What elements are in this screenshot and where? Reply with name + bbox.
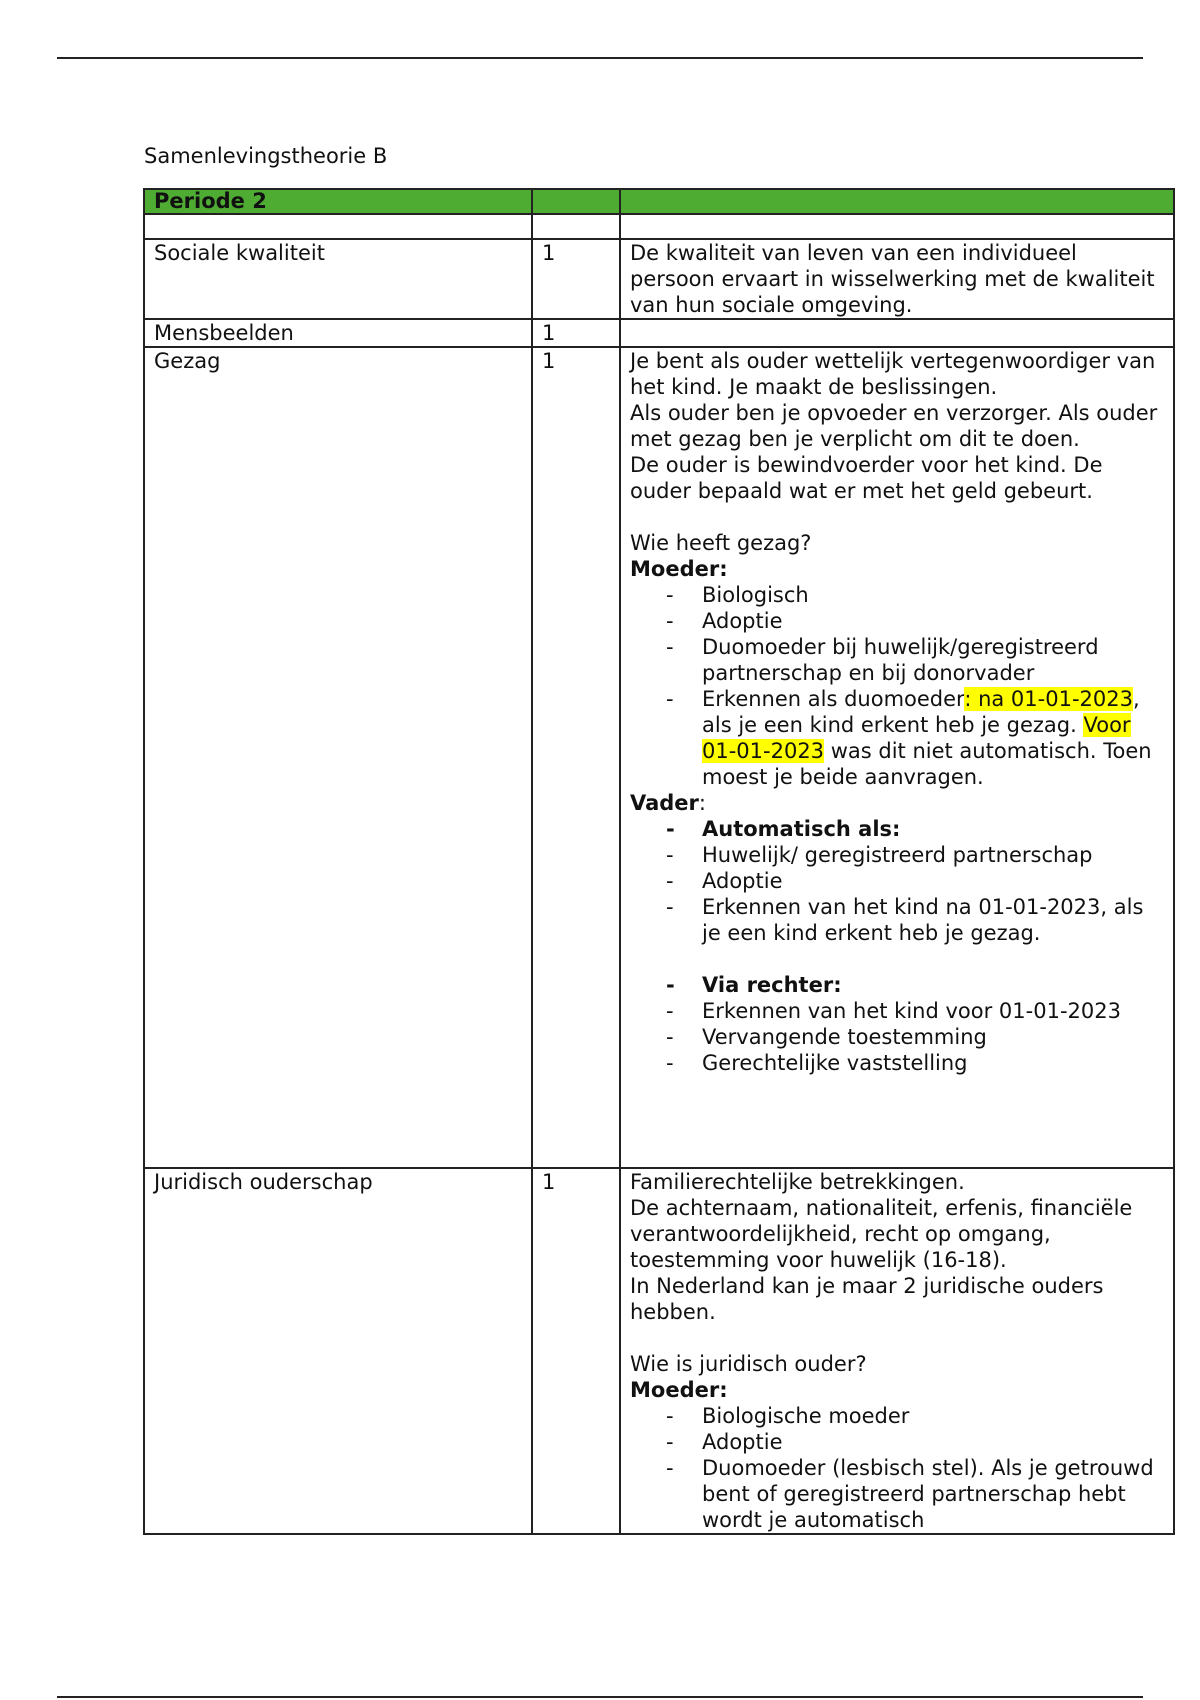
auto-heading: - Automatisch als: [702, 816, 1165, 842]
mother-list [630, 1403, 1165, 1533]
header-cell-2 [532, 189, 620, 214]
list-item: - Duomoeder (lesbisch stel). Als je getrouwd bent of geregistreerd partnerschap hebt wordt je automatisch [702, 1455, 1165, 1533]
highlight: Voor [1083, 713, 1131, 737]
week-cell: 1 [532, 347, 620, 1168]
list-item: - Biologische moeder [702, 1403, 1165, 1429]
bottom-rule [57, 1696, 1143, 1698]
top-rule [57, 57, 1143, 59]
mother-list [630, 582, 1165, 790]
list-item: - Erkennen van het kind na 01-01-2023, als je een kind erkent heb je gezag. [702, 894, 1165, 946]
court-heading: - Via rechter: [702, 972, 1165, 998]
description-cell [620, 347, 1174, 1168]
topic-cell: Juridisch ouderschap [144, 1168, 532, 1534]
mother-heading: Moeder: [630, 557, 728, 581]
list-item: - Gerechtelijke vaststelling [702, 1050, 1165, 1076]
table-row-mensbeelden [144, 319, 1174, 347]
paragraph: De achternaam, nationaliteit, erfenis, financiële verantwoordelijkheid, recht op omgang, toestemming voor huwelijk (16-18). [630, 1196, 1133, 1272]
table-row-juridisch-ouderschap [144, 1168, 1174, 1534]
week-cell: 1 [532, 239, 620, 319]
description-cell [620, 319, 1174, 347]
description-cell: De kwaliteit van leven van een individueel persoon ervaart in wisselwerking met de kwaliteit van hun sociale omgeving. [620, 239, 1174, 319]
topic-cell: Sociale kwaliteit [144, 239, 532, 319]
topic-cell: Gezag [144, 347, 532, 1168]
list-item: - Huwelijk/ geregistreerd partnerschap [702, 842, 1165, 868]
header-cell-3 [620, 189, 1174, 214]
mother-heading: Moeder: [630, 1378, 728, 1402]
highlight: 01-01-2023 [702, 739, 825, 763]
list-item: - Adoptie [702, 1429, 1165, 1455]
highlight: : na 01-01-2023 [964, 687, 1133, 711]
list-item: - Adoptie [702, 608, 1165, 634]
question: Wie heeft gezag? [630, 531, 812, 555]
paragraph: Familierechtelijke betrekkingen. [630, 1170, 965, 1194]
father-auto-list [630, 816, 1165, 946]
question: Wie is juridisch ouder? [630, 1352, 867, 1376]
list-item: - Vervangende toestemming [702, 1024, 1165, 1050]
list-item: - Erkennen van het kind voor 01-01-2023 [702, 998, 1165, 1024]
topic-cell: Mensbeelden [144, 319, 532, 347]
paragraph: In Nederland kan je maar 2 juridische ouders hebben. [630, 1274, 1104, 1324]
father-court-list [630, 972, 1165, 1076]
table-header-row [144, 189, 1174, 214]
table-row-sociale-kwaliteit [144, 239, 1174, 319]
paragraph: Je bent als ouder wettelijk vertegenwoordiger van het kind. Je maakt de beslissingen. [630, 349, 1156, 399]
paragraph: Als ouder ben je opvoeder en verzorger. Als ouder met gezag ben je verplicht om dit te doen. [630, 401, 1158, 451]
document-title: Samenlevingstheorie B [144, 144, 388, 168]
week-cell: 1 [532, 319, 620, 347]
list-item: - Adoptie [702, 868, 1165, 894]
week-cell: 1 [532, 1168, 620, 1534]
list-item: - Erkennen als duomoeder: na 01-01-2023, als je een kind erkent heb je gezag. Voor 01-01-2023 was dit niet automatisch. Toen moest je beide aanvragen. [702, 686, 1165, 790]
list-item: - Biologisch [702, 582, 1165, 608]
table-row-empty [144, 214, 1174, 239]
period-cell: Periode 2 [144, 189, 532, 214]
content-table [143, 188, 1175, 1535]
table-row-gezag [144, 347, 1174, 1168]
paragraph: De ouder is bewindvoerder voor het kind. De ouder bepaald wat er met het geld gebeurt. [630, 453, 1103, 503]
description-cell [620, 1168, 1174, 1534]
list-item: - Duomoeder bij huwelijk/geregistreerd partnerschap en bij donorvader [702, 634, 1165, 686]
father-heading: Vader: [630, 791, 706, 815]
